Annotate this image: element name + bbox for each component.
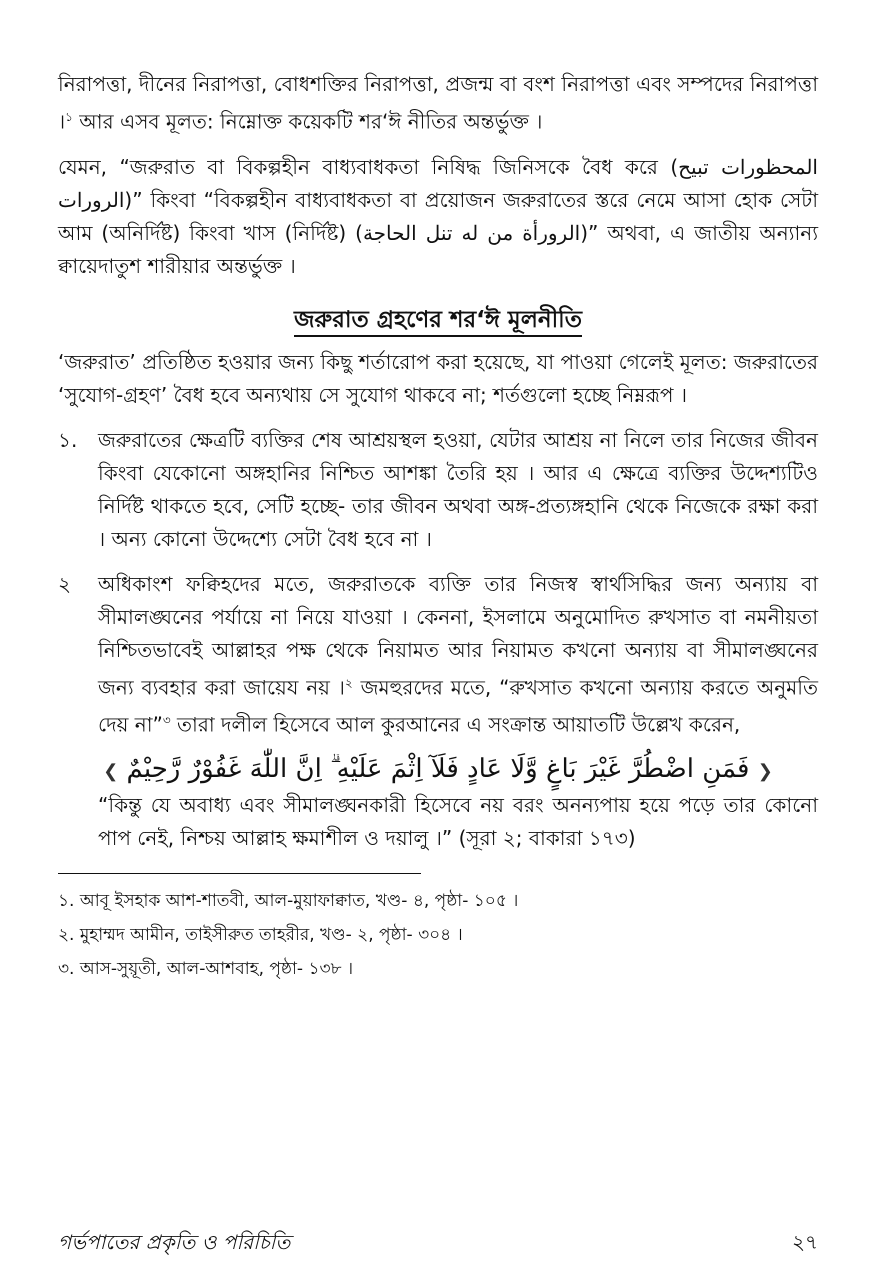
list-item-2-text-a: অধিকাংশ ফক্বিহদের মতে, জরুরাতকে ব্যক্তি তার নিজস্ব স্বার্থসিদ্ধির জন্য অন্যায় বা সীমালঙ্ঘনের পর্যায়ে না নিয়ে যাওয়া । কেননা, ইসলামে অনুমোদিত রুখসাত বা নমনীয়তা নিশ্চিতভাবেই আল্লাহর পক্ষ থেকে নিয়ামত আর নিয়ামত কখনো অন্যায় বা সীমালঙ্ঘনের জন্য ব্যবহার করা জায়েয নয় । <box>98 571 818 700</box>
footnote-ref-1[interactable]: ১ <box>65 110 73 124</box>
quran-verse-text: فَمَنِ اضْطُرَّ غَيْرَ بَاغٍ وَّلَا عَادٍ فَلَآ اِثْمَ عَلَيْهِ ۗ اِنَّ اللّٰهَ غَفُوْرٌ رَّحِيْمٌ <box>126 753 750 784</box>
footnote-ref-2[interactable]: ২ <box>344 675 353 690</box>
verse-translation: “কিন্তু যে অবাধ্য এবং সীমালঙ্ঘনকারী হিসেবে নয় বরং অনন্যপায় হয়ে পড়ে তার কোনো পাপ নেই, নিশ্চয় আল্লাহ ক্ষমাশীল ও দয়ালু ।” (সূরা ২; বাকারা ১৭৩) <box>98 792 818 850</box>
list-number-2: ২ <box>58 571 72 596</box>
paragraph-2 <box>58 151 818 283</box>
footnote-ref-3[interactable]: ৩ <box>162 713 171 728</box>
list-item-2-text-c: তারা দলীল হিসেবে আল কুরআনের এ সংক্রান্ত আয়াতটি উল্লেখ করেন, <box>170 712 741 737</box>
footnote-3: ৩. আস-সুয়ূতী, আল-আশবাহ, পৃষ্ঠা- ১৩৮ । <box>58 958 354 979</box>
page-body <box>58 68 818 986</box>
paragraph-2-text-b: )” কিংবা “বিকল্পহীন বাধ্যবাধকতা বা প্রয়োজন জরুরাতের স্তরে নেমে আসা হোক সেটা আম (অনির্দিষ্ট) কিংবা খাস (নির্দিষ্ট) ( <box>58 187 818 245</box>
list-item-2-text-b: জমহুরদের মতে, “রুখসাত কখনো অন্যায় করতে অনুমতি দেয় না” <box>98 675 818 737</box>
footnote-1: ১. আবূ ইসহাক আশ-শাতবী, আল-মুয়াফাক্বাত, খণ্ড- ৪, পৃষ্ঠা- ১০৫ । <box>58 890 519 911</box>
list-item-2-text <box>98 568 818 742</box>
paragraph-1-text: নিরাপত্তা, দীনের নিরাপত্তা, বোধশক্তির নিরাপত্তা, প্রজন্ম বা বংশ নিরাপত্তা এবং সম্পদের নিরাপত্তা । <box>58 72 818 134</box>
footnote-divider <box>58 873 421 874</box>
footnotes <box>58 884 818 986</box>
list-item-2 <box>58 568 818 742</box>
book-title: গর্ভপাতের প্রকৃতি ও পরিচিতি <box>58 1230 291 1254</box>
paragraph-2-text-a: যেমন, “জরুরাত বা বিকল্পহীন বাধ্যবাধকতা নিষিদ্ধ জিনিসকে বৈধ করে ( <box>58 154 679 179</box>
quran-verse <box>58 754 818 785</box>
verse-ornament-left-icon: ❯ <box>103 760 119 782</box>
list-item-1 <box>58 424 818 556</box>
paragraph-1 <box>58 68 818 139</box>
verse-translation-block <box>58 789 818 855</box>
page-footer <box>58 1228 818 1261</box>
list-number-1: ১. <box>58 427 78 452</box>
paragraph-1-tail: আর এসব মূলত: নিম্নোক্ত কয়েকটি শর‘ঈ নীতির অন্তর্ভুক্ত । <box>72 109 543 134</box>
footnote-2: ২. মুহাম্মদ আমীন, তাইসীরুত তাহরীর, খণ্ড- ২, পৃষ্ঠা- ৩০৪ । <box>58 924 463 945</box>
paragraph-3: ‘জরুরাত’ প্রতিষ্ঠিত হওয়ার জন্য কিছু শর্তারোপ করা হয়েছে, যা পাওয়া গেলেই মূলত: জরুরাতের ‘সুযোগ-গ্রহণ’ বৈধ হবে অন্যথায় সে সুযোগ থাকবে না; শর্তগুলো হচ্ছে নিম্নরূপ । <box>58 349 818 407</box>
section-heading <box>58 301 818 340</box>
section-heading-text: জরুরাত গ্রহণের শর‘ঈ মূলনীতি <box>294 307 582 337</box>
list-item-1-text: জরুরাতের ক্ষেত্রটি ব্যক্তির শেষ আশ্রয়স্থল হওয়া, যেটার আশ্রয় না নিলে তার নিজের জীবন কিংবা যেকোনো অঙ্গহানির নিশ্চিত আশঙ্কা তৈরি হয় । আর এ ক্ষেত্রে ব্যক্তির উদ্দেশ্যটিও নির্দিষ্ট থাকতে হবে, সেটি হচ্ছে- তার জীবন অথবা অঙ্গ-প্রত্যঙ্গহানি থেকে নিজেকে রক্ষা করা । অন্য কোনো উদ্দেশ্যে সেটা বৈধ হবে না । <box>98 427 818 551</box>
arabic-maxim-2: الرورأة من له تنل الحاجة <box>362 220 581 245</box>
paragraph-2-text-c: )” অথবা, এ জাতীয় অন্যান্য ক্বায়েদাতুশ শারীয়ার অন্তর্ভুক্ত । <box>58 220 819 278</box>
verse-ornament-right-icon: ❮ <box>757 760 773 782</box>
arabic-maxim-1: المحظورات تبيح الرورات <box>58 154 818 212</box>
page-number: ২৭ <box>791 1230 818 1254</box>
